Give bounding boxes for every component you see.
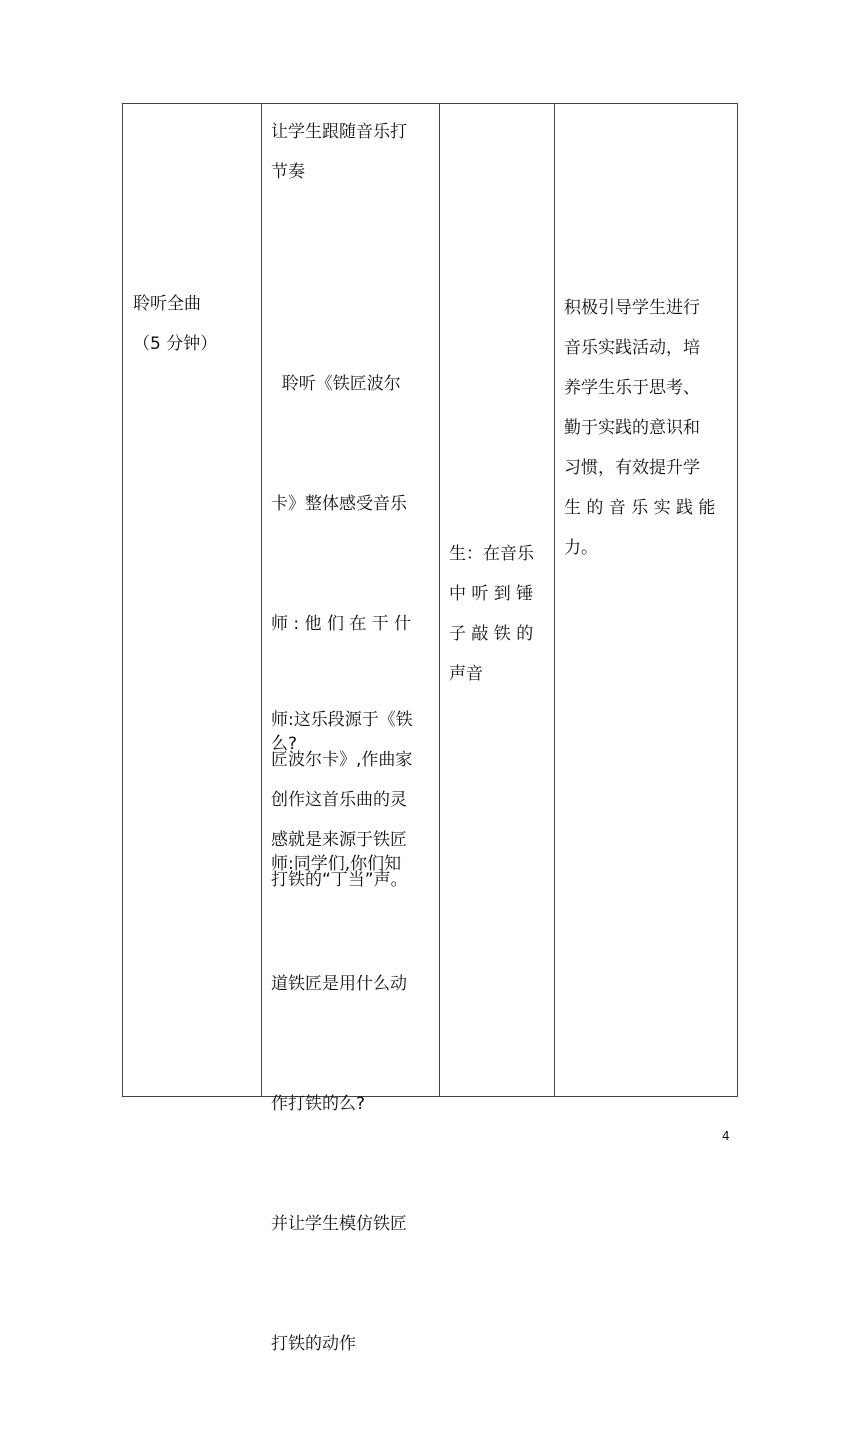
text-line: 积极引导学生进行 [564,298,700,318]
text-line: 师 : 他 们 在 干 什 [271,614,412,634]
text-line: 中 听 到 锤 [449,584,534,604]
text-line: 创作这首乐曲的灵 [271,790,407,810]
teacher-block-1 [271,112,407,192]
text-line: 么? [271,734,298,754]
text-line: 作打铁的么? [271,1094,366,1114]
text-line: 养学生乐于思考、 [564,378,700,398]
text-line: 力。 [564,538,598,558]
activity-cell [133,284,217,364]
text-line: 并让学生模仿铁匠 [271,1214,407,1234]
text-line: 生：在音乐 [449,544,534,564]
activity-title: 聆听全曲 [133,294,201,314]
text-line: 感就是来源于铁匠 [271,830,407,850]
text-line: 师:同学们,你们知 [271,854,402,874]
text-line: 让学生跟随音乐打 [271,122,407,142]
column-divider [554,104,555,1096]
teacher-block-3 [271,700,413,900]
text-line: 打铁的“丁当”声。 [271,870,408,890]
text-line: 子 敲 铁 的 [449,624,534,644]
text-line: 聆听《铁匠波尔 [271,374,401,394]
column-divider [261,104,262,1096]
activity-duration: （5 分钟） [133,334,218,354]
text-line: 勤于实践的意识和 [564,418,700,438]
text-line: 声音 [449,664,483,684]
text-line: 师:这乐段源于《铁 [271,710,413,730]
text-line: 卡》整体感受音乐 [271,494,407,514]
column-divider [439,104,440,1096]
page-number: 4 [722,1129,730,1143]
text-line: 节奏 [271,162,305,182]
student-cell [449,534,534,694]
text-line: 道铁匠是用什么动 [271,974,407,994]
text-line: 习惯，有效提升学 [564,458,700,478]
text-line: 打铁的动作 [271,1334,356,1354]
intent-cell [564,288,715,568]
text-line: 生 的 音 乐 实 践 能 [564,498,716,518]
lesson-table [122,103,738,1354]
text-line: 匠波尔卡》,作曲家 [271,750,413,770]
text-line: 音乐实践活动，培 [564,338,700,358]
